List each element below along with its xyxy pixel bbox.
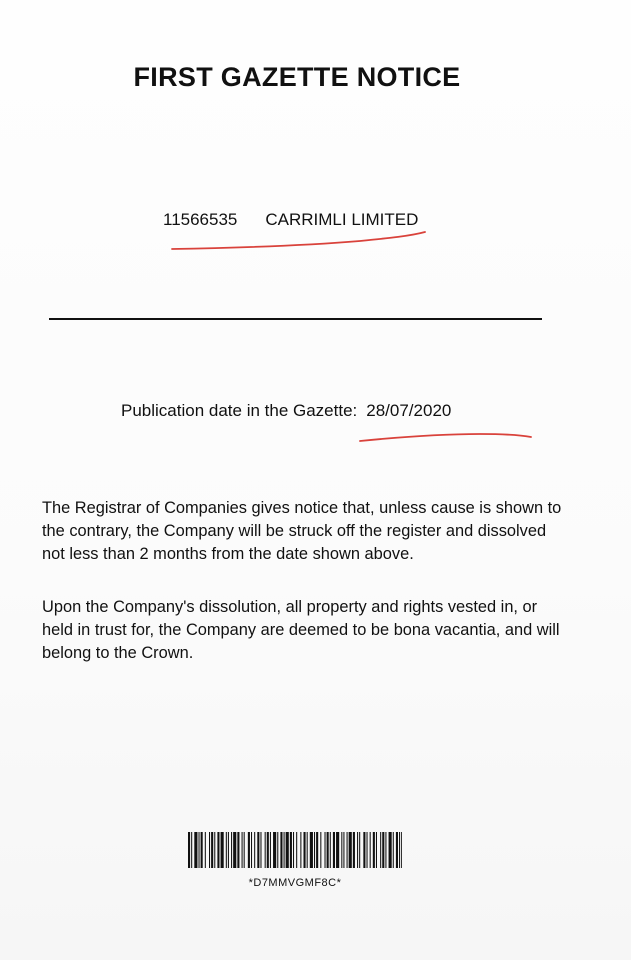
barcode-text: *D7MMVGMF8C* bbox=[248, 877, 342, 889]
company-line bbox=[163, 210, 418, 230]
company-name: CARRIMLI LIMITED bbox=[265, 210, 419, 229]
barcode bbox=[188, 832, 402, 868]
publication-label: Publication date in the Gazette: bbox=[121, 401, 358, 420]
company-number: 11566535 bbox=[163, 210, 238, 229]
red-underline-date bbox=[360, 434, 531, 441]
horizontal-divider bbox=[49, 318, 542, 320]
notice-paragraph-strike-off: The Registrar of Companies gives notice that, unless cause is shown to the contrary, the Company will be struck off the register and dissolved not less than 2 months from the date shown above. bbox=[42, 499, 562, 563]
publication-date: 28/07/2020 bbox=[366, 401, 452, 420]
red-underline-company bbox=[172, 232, 425, 249]
page-title: FIRST GAZETTE NOTICE bbox=[133, 62, 461, 92]
publication-line bbox=[121, 401, 451, 421]
notice-paragraph-bona-vacantia: Upon the Company's dissolution, all property and rights vested in, or held in trust for, the Company are deemed to be bona vacantia, and will belong to the Crown. bbox=[42, 598, 560, 662]
